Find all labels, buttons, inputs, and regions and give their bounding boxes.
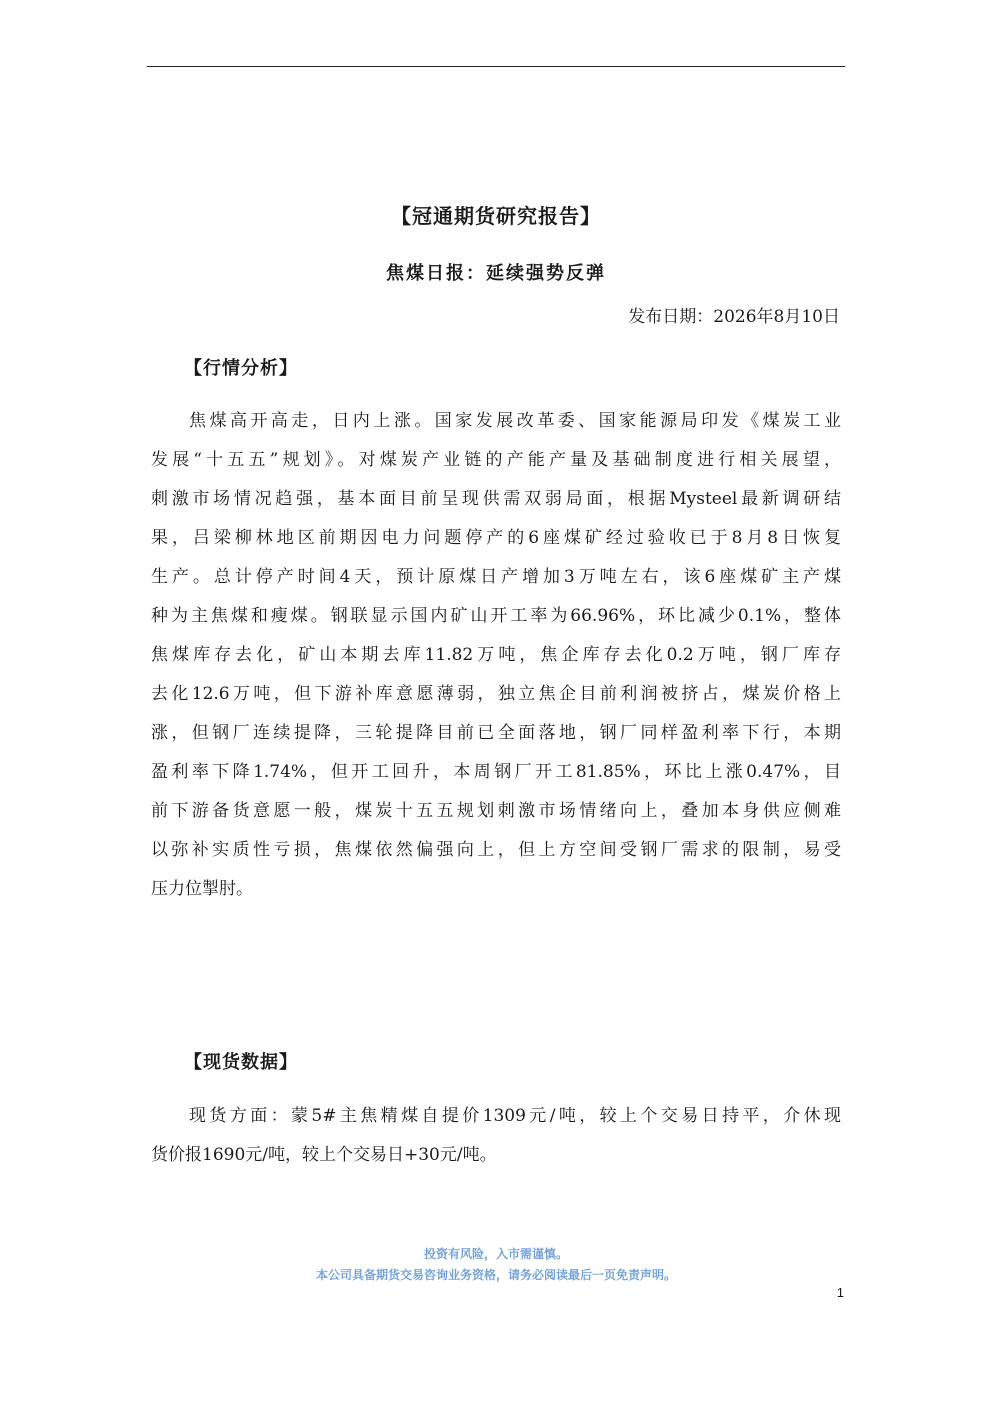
page-number: 1 [836, 1285, 844, 1300]
paragraph-line: 货价报1690元/吨，较上个交易日+30元/吨。 [151, 1145, 497, 1165]
paragraph-line: 焦煤库存去化，矿山本期去库11.82万吨，焦企库存去化0.2万吨，钢厂库存 [151, 645, 841, 665]
market-analysis-heading: 【行情分析】 [184, 358, 298, 379]
header-rule [147, 66, 845, 67]
report-subtitle: 焦煤日报：延续强势反弹 [386, 263, 606, 284]
spot-data-paragraph [151, 1097, 841, 1175]
paragraph-line: 压力位掣肘。 [151, 879, 253, 899]
paragraph-line: 盈利率下降1.74%，但开工回升，本周钢厂开工81.85%，环比上涨0.47%，目 [151, 762, 841, 782]
paragraph-line: 刺激市场情况趋强，基本面目前呈现供需双弱局面，根据Mysteel最新调研结 [151, 489, 841, 509]
publish-date: 发布日期：2026年8月10日 [628, 307, 840, 327]
risk-disclaimer: 投资有风险，入市需谨慎。 [423, 1247, 568, 1261]
paragraph-line: 生产。总计停产时间4天，预计原煤日产增加3万吨左右，该6座煤矿主产煤 [151, 567, 841, 587]
paragraph-line: 涨，但钢厂连续提降，三轮提降目前已全面落地，钢厂同样盈利率下行，本期 [151, 723, 841, 743]
paragraph-line: 以弥补实质性亏损，焦煤依然偏强向上，但上方空间受钢厂需求的限制，易受 [151, 840, 841, 860]
paragraph-line: 果，吕梁柳林地区前期因电力问题停产的6座煤矿经过验收已于8月8日恢复 [151, 528, 841, 548]
report-title: 【冠通期货研究报告】 [391, 204, 601, 228]
market-analysis-paragraph [151, 402, 841, 909]
paragraph-line: 焦煤高开高走，日内上涨。国家发展改革委、国家能源局印发《煤炭工业 [189, 411, 841, 431]
paragraph-line: 发展“十五五”规划》。对煤炭产业链的产能产量及基础制度进行相关展望， [151, 450, 841, 470]
paragraph-line: 前下游备货意愿一般，煤炭十五五规划刺激市场情绪向上，叠加本身供应侧难 [151, 801, 841, 821]
paragraph-line: 现货方面：蒙5#主焦精煤自提价1309元/吨，较上个交易日持平，介休现 [189, 1106, 841, 1126]
spot-data-heading: 【现货数据】 [184, 1052, 298, 1073]
qualification-disclaimer: 本公司具备期货交易咨询业务资格，请务必阅读最后一页免责声明。 [315, 1268, 676, 1282]
paragraph-line: 去化12.6万吨，但下游补库意愿薄弱，独立焦企目前利润被挤占，煤炭价格上 [151, 684, 841, 704]
paragraph-line: 种为主焦煤和瘦煤。钢联显示国内矿山开工率为66.96%，环比减少0.1%，整体 [151, 606, 841, 626]
